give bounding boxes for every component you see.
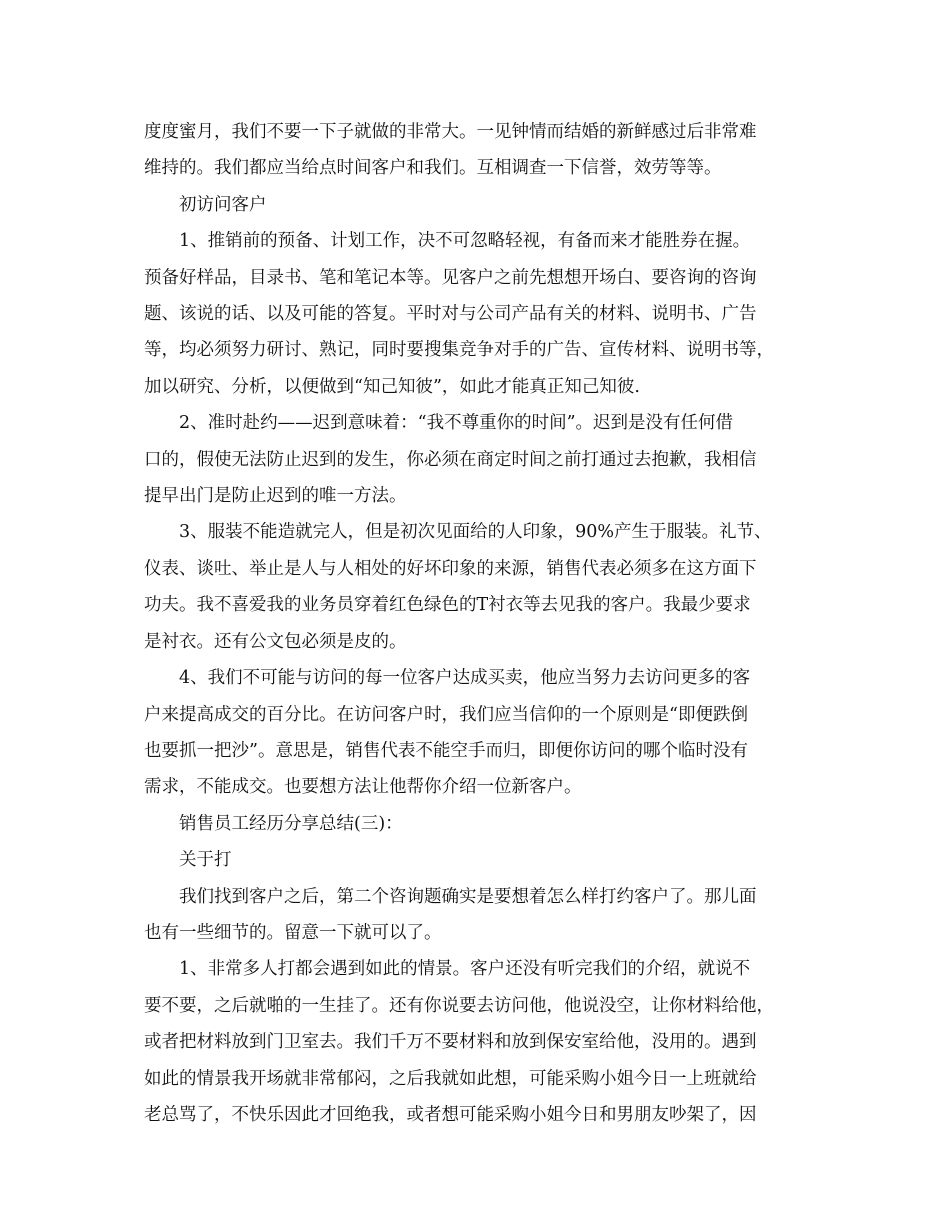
text-line: 度度蜜月，我们不要一下子就做的非常大。一见钟情而结婚的新鲜感过后非常难 [144,122,757,142]
text-line: 也有一些细节的。留意一下就可以了。 [144,922,442,943]
text-line: 3、服装不能造就完人，但是初次见面给的人印象，90%产生于服装。礼节、 [179,522,772,543]
text-line: 我们找到客户之后，第二个咨询题确实是要想着怎么样打约客户了。那儿面 [179,886,757,907]
paragraph [144,660,814,806]
text-line: 关于打 [179,850,232,871]
text-line: 仪表、谈吐、举止是人与人相处的好坏印象的来源，销售代表必须多在这方面下 [144,558,757,579]
text-line: 口的，假使无法防止迟到的发生，你必须在商定时间之前打通过去抱歉，我相信 [144,449,757,470]
text-line: 等，均必须努力研讨、熟记，同时要搜集竞争对手的广告、宣传材料、说明书等， [144,340,774,361]
text-line: 老总骂了，不快乐因此才回绝我，或者想可能采购小姐今日和男朋友吵架了，因 [144,1104,757,1125]
text-line: 1、推销前的预备、计划工作，决不可忽略轻视，有备而来才能胜券在握。 [179,231,751,252]
text-line: 也要抓一把沙”。意思是，销售代表不能空手而归，即便你访问的哪个临时没有 [144,740,748,761]
text-line: 1、非常多人打都会遇到如此的情景。客户还没有听完我们的介绍，就说不 [179,959,751,980]
text-line: 题、该说的话、以及可能的答复。平时对与公司产品有关的材料、说明书、广告 [144,304,757,325]
text-line: 提早出门是防止迟到的唯一方法。 [144,486,407,507]
document-body [144,114,814,1133]
paragraph [144,223,814,405]
paragraph [144,879,814,952]
paragraph [144,114,814,187]
text-line: 户来提高成交的百分比。在访问客户时，我们应当信仰的一个原则是“即便跌倒 [144,704,748,725]
text-line: 功夫。我不喜爱我的业务员穿着红色绿色的T衬衣等去见我的客户。我最少要求 [144,595,751,616]
text-line: 或者把材料放到门卫室去。我们千万不要材料和放到保安室给他，没用的。遇到 [144,1032,757,1053]
text-line: 是衬衣。还有公文包必须是皮的。 [144,631,407,652]
paragraph [144,842,814,878]
text-line: 4、我们不可能与访问的每一位客户达成买卖，他应当努力去访问更多的客 [179,668,751,689]
text-line: 需求，不能成交。也要想方法让他帮你介绍一位新客户。 [144,777,582,798]
paragraph [144,405,814,514]
text-line: 预备好样品，目录书、笔和笔记本等。见客户之前先想想开场白、要咨询的咨询 [144,267,757,288]
text-line: 销售员工经历分享总结(三)： [179,813,403,834]
text-line: 如此的情景我开场就非常郁闷，之后我就如此想，可能采购小姐今日一上班就给 [144,1068,757,1089]
text-line: 初访问客户 [179,194,267,215]
paragraph [144,806,814,842]
paragraph [144,514,814,660]
text-line: 加以研究、分析，以便做到“知己知彼”，如此才能真正知己知彼. [144,376,640,397]
paragraph [144,187,814,223]
paragraph [144,951,814,1133]
text-line: 维持的。我们都应当给点时间客户和我们。互相调查一下信誉，效劳等等。 [144,158,722,179]
text-line: 要不要，之后就啪的一生挂了。还有你说要去访问他，他说没空，让你材料给他， [144,995,774,1016]
text-line: 2、准时赴约——迟到意味着：“我不尊重你的时间”。迟到是没有任何借 [179,413,734,434]
